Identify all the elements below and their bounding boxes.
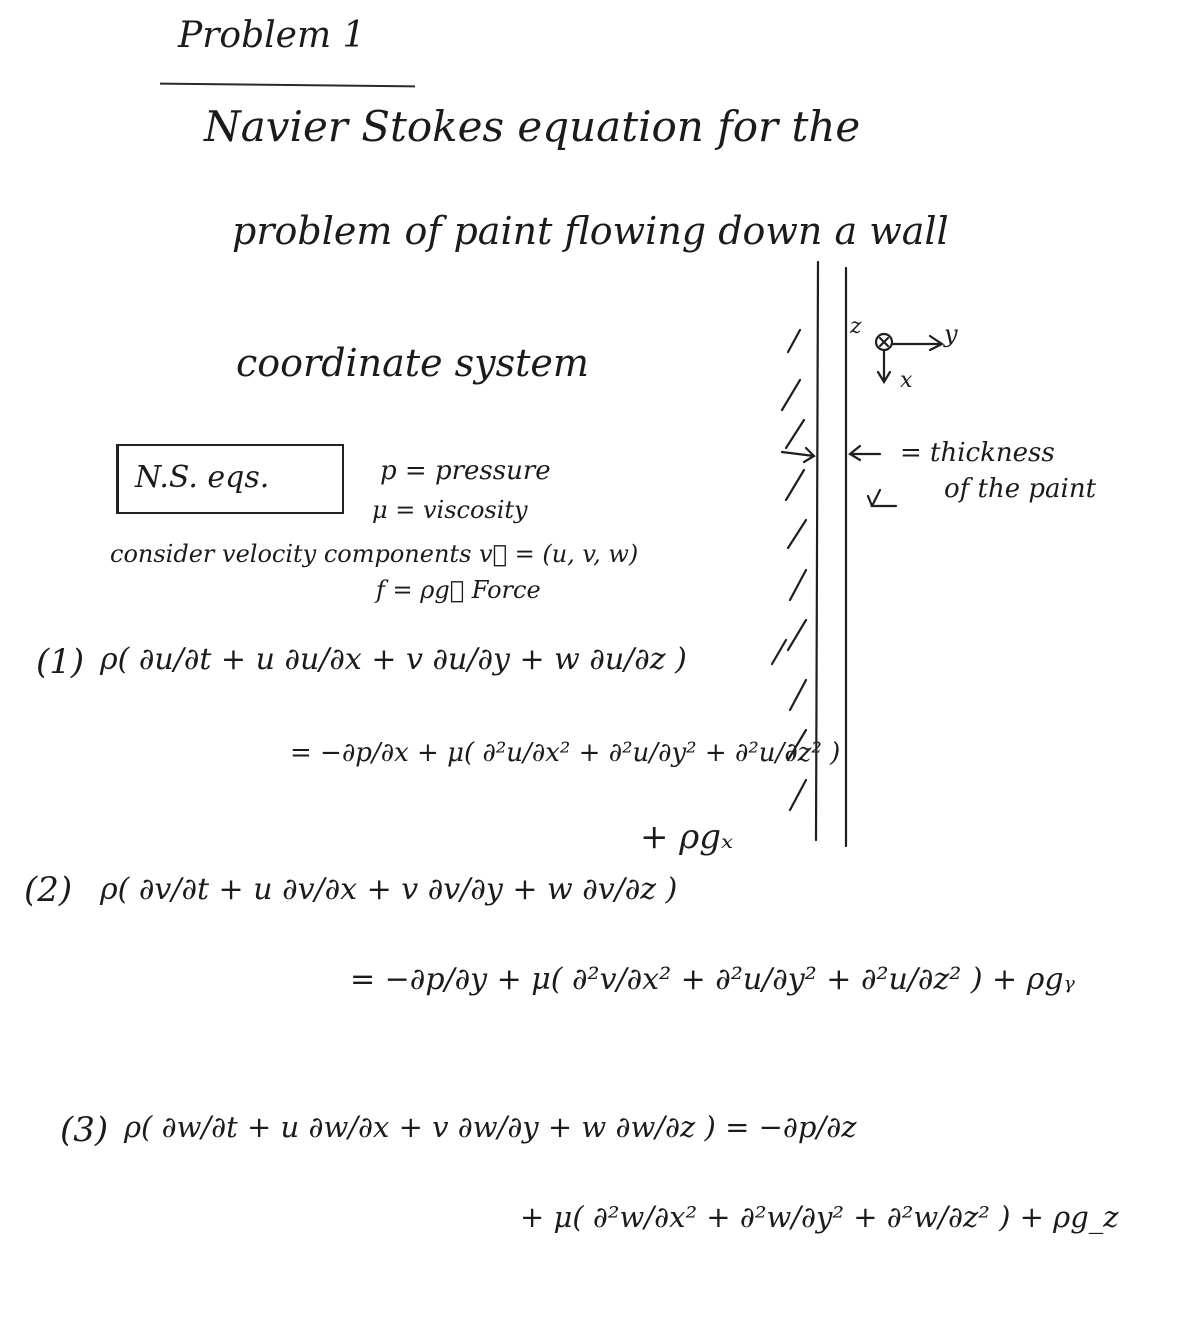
thickness-arrow-left <box>782 448 814 462</box>
axis-y-label: y <box>944 320 958 348</box>
equation-1-lhs: ρ( ∂u/∂t + u ∂u/∂x + v ∂u/∂y + w ∂u/∂z ) <box>100 642 687 677</box>
equation-2-rhs: = −∂p/∂y + μ( ∂²v/∂x² + ∂²u/∂y² + ∂²u/∂z² ) + ρgᵧ <box>350 962 1075 997</box>
heading-line-1: Navier Stokes equation for the <box>204 102 861 151</box>
title-underline <box>160 83 415 88</box>
origin-circle <box>876 334 892 350</box>
axis-x-label: x <box>900 368 913 393</box>
equation-1-number: (1) <box>36 642 85 682</box>
equation-2-number: (2) <box>24 870 73 910</box>
viscosity-definition: μ = viscosity <box>372 496 528 524</box>
thickness-pointer <box>868 490 896 506</box>
origin-dot <box>880 338 888 346</box>
axis-z-label: z <box>850 314 862 339</box>
equation-2-lhs: ρ( ∂v/∂t + u ∂v/∂x + v ∂v/∂y + w ∂v/∂z ) <box>100 872 678 907</box>
y-axis-arrow <box>892 336 942 350</box>
ns-equations-box: N.S. eqs. <box>116 444 344 514</box>
heading-line-2: problem of paint flowing down a wall <box>232 209 949 253</box>
thickness-arrow-right <box>850 446 880 460</box>
equation-3-lhs: ρ( ∂w/∂t + u ∂w/∂x + v ∂w/∂y + w ∂w/∂z ) = −∂p/∂z <box>124 1110 857 1144</box>
equation-1-gravity-term: + ρgₓ <box>640 817 734 857</box>
velocity-definition: consider velocity components v⃗ = (u, v, w) <box>110 540 639 568</box>
heading-line-3: coordinate system <box>236 341 589 385</box>
thickness-label: = thickness <box>900 438 1055 468</box>
thickness-label-continued: of the paint <box>944 474 1097 504</box>
equation-3-number: (3) <box>60 1110 109 1150</box>
pressure-definition: p = pressure <box>380 456 551 486</box>
page-title: Problem 1 <box>178 15 366 56</box>
x-axis-arrow <box>878 350 890 382</box>
equation-3-rhs: + μ( ∂²w/∂x² + ∂²w/∂y² + ∂²w/∂z² ) + ρg_z <box>520 1200 1119 1234</box>
force-definition: f = ρg⃗ Force <box>376 576 541 604</box>
equation-1-rhs: = −∂p/∂x + μ( ∂²u/∂x² + ∂²u/∂y² + ∂²u/∂z² ) <box>290 738 841 768</box>
